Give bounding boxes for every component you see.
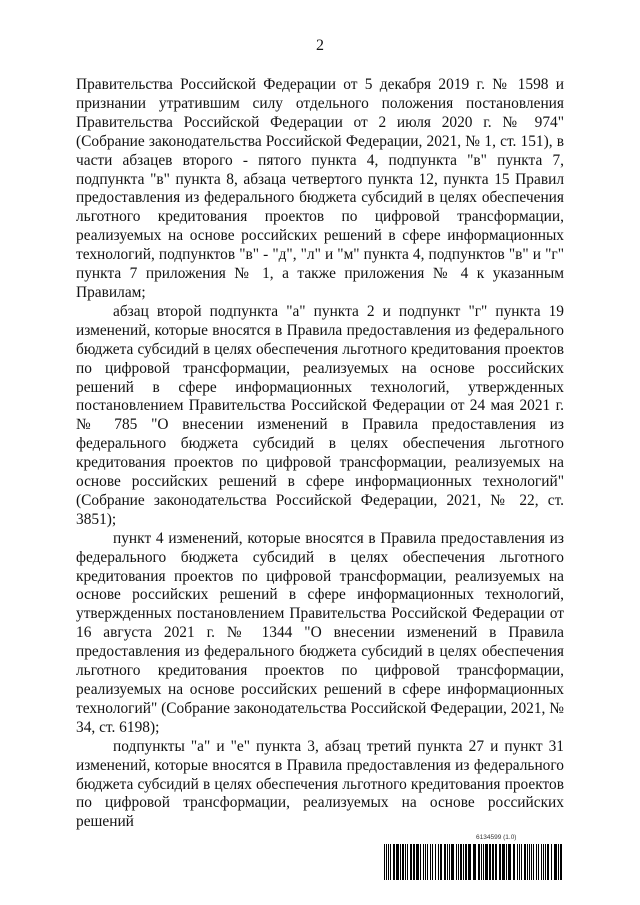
paragraph: пункт 4 изменений, которые вносятся в Правила предоставления из федерального бюджета субсидий в целях обеспечения льготного кредитования проектов по цифровой трансформации, реализуемых на основе российских решений в сфере информационных технологий, утвержденных постановлением Правительства Российской Федерации от 16 августа 2021 г. № 1344 "О внесении изменений в Правила предоставления из федерального бюджета субсидий в целях обеспечения льготного кредитования проектов по цифровой трансформации, реализуемых на основе российских решений в сфере информационных технологий" (Собрание законодательства Российской Федерации, 2021, № 34, ст. 6198); (76, 529, 564, 736)
barcode-bar (545, 844, 546, 880)
barcode-bar (458, 844, 459, 880)
barcode-caption: 6134599 (1.0) (476, 834, 517, 841)
barcode-bar (430, 844, 431, 880)
barcode-bar (502, 844, 505, 880)
barcode-bar (481, 844, 482, 880)
barcode-bar (407, 844, 408, 880)
barcode-bar (405, 844, 406, 880)
barcode-bar (451, 844, 454, 880)
barcode-bar (529, 844, 530, 880)
paragraph: Правительства Российской Федерации от 5 декабря 2019 г. № 1598 и признании утратившим силу отдельного положения постановления Правительства Российской Федерации от 2 июля 2020 г. № 974" (Собрание законодательства Российской Федерации, 2021, № 1, ст. 151), в части абзацев второго - пятого пункта 4, подпункта "в" пункта 7, подпункта "в" пункта 8, абзаца четвертого пункта 12, пункта 15 Правил предоставления из федерального бюджета субсидий в целях обеспечения льготного кредитования проектов по цифровой трансформации, реализуемых на основе российских решений в сфере информационных технологий, подпунктов "в" - "д", "л" и "м" пункта 4, подпунктов "в" и "г" пункта 7 приложения № 1, а также приложения № 4 к указанным Правилам; (76, 76, 564, 301)
barcode-bar (533, 844, 534, 880)
barcode-bar (410, 844, 412, 880)
barcode-bar (527, 844, 528, 880)
barcode-bar (538, 844, 539, 880)
barcode-bar (495, 844, 497, 880)
barcode-bar (519, 844, 520, 880)
barcode-bar (390, 844, 391, 880)
barcode-bar (560, 844, 562, 880)
barcode-bar (420, 844, 421, 880)
barcode-bar (531, 844, 532, 880)
barcode-bar (449, 844, 450, 880)
barcode-bar (513, 844, 515, 880)
barcode-bar (478, 844, 480, 880)
barcode-bar (473, 844, 476, 880)
barcode-bar (400, 844, 401, 880)
barcode-bar (485, 844, 488, 880)
paragraph: подпункты "а" и "е" пункта 3, абзац третий пункта 27 и пункт 31 изменений, которые вносятся в Правила предоставления из федерального бюджета субсидий в целях обеспечения льготного кредитования проектов по цифровой трансформации, реализуемых на основе российских решений (76, 737, 564, 831)
barcode-bar (384, 844, 385, 880)
barcode-bar (425, 844, 426, 880)
barcode-bar (541, 844, 542, 880)
barcode-bar (463, 844, 464, 880)
barcode-bar (551, 844, 552, 880)
barcode-bar (483, 844, 484, 880)
barcode-bar (506, 844, 507, 880)
barcode-bar (489, 844, 491, 880)
barcode-bar (499, 844, 501, 880)
barcode-bar (427, 844, 428, 880)
barcode-bar (435, 844, 436, 880)
barcode-bar (460, 844, 462, 880)
barcode-bar (438, 844, 439, 880)
barcode-bar (447, 844, 448, 880)
barcode-bar (468, 844, 471, 880)
barcode-bar (402, 844, 404, 880)
barcode-bar (521, 844, 522, 880)
barcode-bar (396, 844, 399, 880)
barcode-bar (440, 844, 442, 880)
barcode-bar (444, 844, 446, 880)
barcode-bar (547, 844, 549, 880)
barcode-bar (456, 844, 457, 880)
document-body (76, 76, 564, 832)
barcode-icon (384, 844, 564, 880)
barcode-bar (432, 844, 433, 880)
barcode-bar (524, 844, 526, 880)
barcode-bar (492, 844, 494, 880)
barcode-bar (423, 844, 424, 880)
barcode-bar (536, 844, 537, 880)
barcode-bar (517, 844, 518, 880)
barcode-bar (388, 844, 389, 880)
barcode-bar (558, 844, 559, 880)
barcode-bar (386, 844, 387, 880)
barcode-bar (508, 844, 511, 880)
barcode-bar (554, 844, 557, 880)
barcode-bar (465, 844, 467, 880)
barcode-bar (393, 844, 395, 880)
page-number: 2 (316, 37, 324, 54)
barcode-bar (543, 844, 544, 880)
barcode-bar (416, 844, 419, 880)
paragraph: абзац второй подпункта "а" пункта 2 и подпункт "г" пункта 19 изменений, которые вносятся в Правила предоставления из федерального бюджета субсидий в целях обеспечения льготного кредитования проектов по цифровой трансформации, реализуемых на основе российских решений в сфере информационных технологий, утвержденных постановлением Правительства Российской Федерации от 24 мая 2021 г. № 785 "О внесении изменений в Правила предоставления из федерального бюджета субсидий в целях обеспечения льготного кредитования проектов по цифровой трансформации, реализуемых на основе российских решений в сфере информационных технологий" (Собрание законодательства Российской Федерации, 2021, № 22, ст. 3851); (76, 302, 564, 528)
barcode-bar (413, 844, 415, 880)
barcode-stamp (384, 834, 564, 884)
